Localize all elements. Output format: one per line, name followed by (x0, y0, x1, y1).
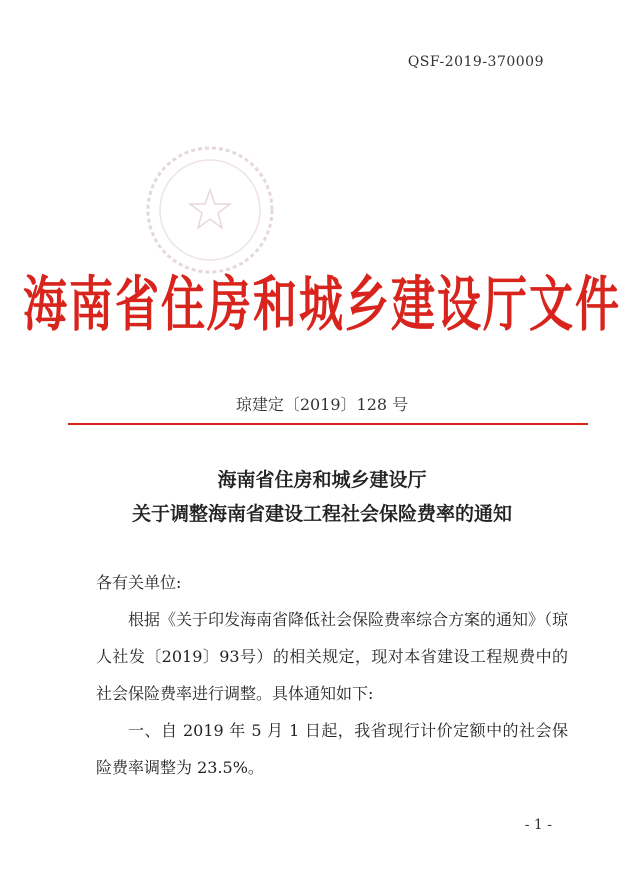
document-number: 琼建定〔2019〕128 号 (235, 395, 409, 414)
issuer-title: 海南省住房和城乡建设厅文件 (23, 270, 621, 340)
notice-title-line-2: 关于调整海南省建设工程社会保险费率的通知 (131, 503, 512, 525)
notice-title-line-1: 海南省住房和城乡建设厅 (217, 469, 427, 491)
salutation: 各有关单位: (96, 573, 182, 592)
red-divider-line (68, 423, 588, 425)
notice-body (96, 564, 568, 786)
paragraph-1: 根据《关于印发海南省降低社会保险费率综合方案的通知》（琼人社发〔2019〕93号）的相关规定，现对本省建设工程规费中的社会保险费率进行调整。具体通知如下: (96, 610, 569, 703)
document-code: QSF-2019-370009 (407, 54, 544, 70)
paragraph-2: 一、自 2019 年 5 月 1 日起，我省现行计价定额中的社会保险费率调整为 23.5%。 (96, 721, 568, 777)
notice-title (0, 463, 644, 531)
page-number: - 1 - (524, 817, 552, 833)
